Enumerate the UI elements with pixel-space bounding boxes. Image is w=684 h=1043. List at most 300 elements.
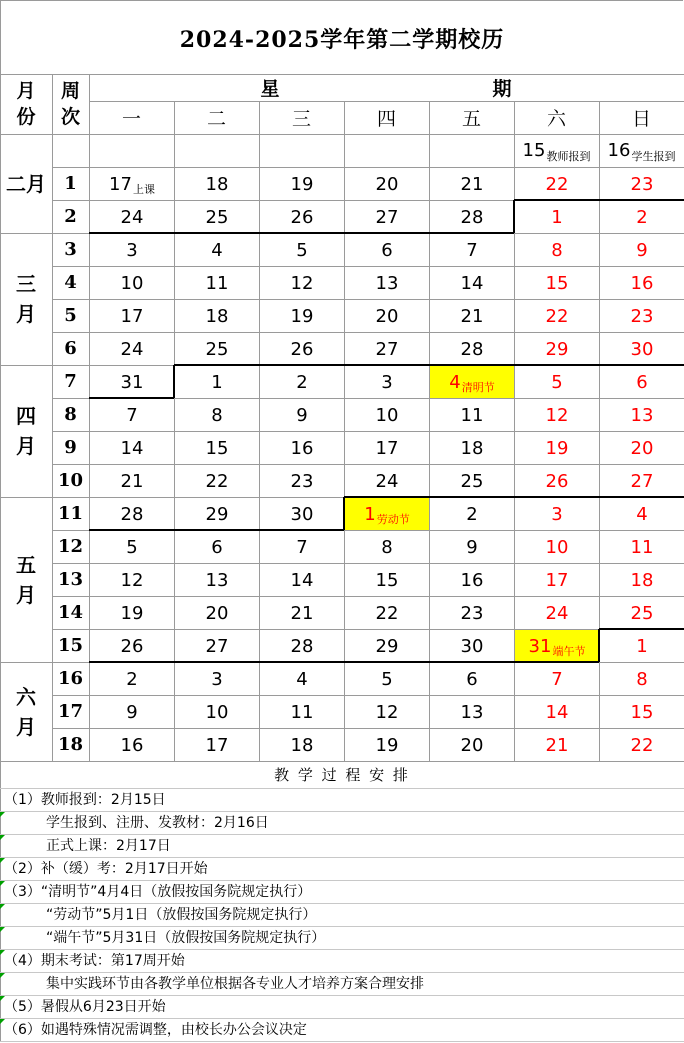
- day-cell: [260, 597, 344, 629]
- day-number: 26: [290, 338, 314, 360]
- day-number: 26: [290, 206, 314, 228]
- day-cell: [430, 333, 514, 365]
- week-number: 11: [57, 503, 84, 524]
- month-boundary-line: [174, 364, 684, 366]
- day-cell: [90, 201, 174, 233]
- day-number: 30: [460, 635, 484, 657]
- day-number: 18: [630, 569, 654, 591]
- month-char: 四: [16, 404, 36, 428]
- weekday-header-6: 六: [546, 108, 566, 130]
- grid-line: [0, 74, 684, 75]
- day-number: 24: [375, 470, 399, 492]
- day-cell: [345, 432, 429, 464]
- day-number: 2: [296, 371, 308, 393]
- day-cell: [90, 663, 174, 695]
- day-cell: [260, 366, 344, 398]
- cell-comment-marker-icon: [0, 973, 5, 978]
- day-number: 18: [290, 734, 314, 756]
- week-number: 16: [57, 668, 84, 689]
- day-cell: [515, 498, 599, 530]
- day-cell: [175, 663, 259, 695]
- day-number: 3: [126, 239, 138, 261]
- day-number: 13: [460, 701, 484, 723]
- day-number: 1: [364, 503, 376, 525]
- month-label: [0, 662, 52, 761]
- day-number: 10: [375, 404, 399, 426]
- day-number: 9: [636, 239, 648, 261]
- day-cell: [515, 663, 599, 695]
- day-cell: [430, 366, 514, 398]
- day-number: 5: [296, 239, 308, 261]
- day-cell: [345, 168, 429, 200]
- day-number: 9: [126, 701, 138, 723]
- day-cell: [90, 399, 174, 431]
- day-number: 27: [375, 206, 399, 228]
- weekday-header-2: 二: [206, 108, 226, 130]
- day-cell: [430, 531, 514, 563]
- cell-comment-marker-icon: [0, 835, 5, 840]
- day-cell: [430, 564, 514, 596]
- day-number: 18: [205, 173, 229, 195]
- day-cell: [430, 729, 514, 761]
- holiday-label: 清明节: [461, 381, 495, 394]
- day-cell: [175, 267, 259, 299]
- note-text: “端午节”5月31日（放假按国务院规定执行）: [4, 930, 326, 946]
- day-cell: [90, 531, 174, 563]
- weekday-header-5: 五: [461, 108, 481, 130]
- day-number: 12: [120, 569, 144, 591]
- day-number: 3: [211, 668, 223, 690]
- day-cell: [515, 168, 599, 200]
- day-cell: [175, 432, 259, 464]
- note-text: （2）补（缓）考：2月17日开始: [4, 861, 208, 877]
- month-boundary-line: [89, 397, 174, 399]
- day-number: 16: [290, 437, 314, 459]
- week-number: 15: [57, 635, 84, 656]
- notes-title: 教 学 过 程 安 排: [0, 762, 684, 789]
- day-number: 1: [636, 635, 648, 657]
- day-cell: [600, 201, 684, 233]
- day-cell: [175, 696, 259, 728]
- day-cell: [260, 531, 344, 563]
- day-number: 9: [466, 536, 478, 558]
- month-header-char: 月: [16, 80, 36, 102]
- day-number: 5: [551, 371, 563, 393]
- weekday-header-qi: 期: [492, 78, 512, 100]
- month-boundary-line: [89, 661, 599, 663]
- month-char: 月: [16, 434, 36, 458]
- day-cell: [430, 696, 514, 728]
- day-cell: [430, 432, 514, 464]
- day-number: 22: [205, 470, 229, 492]
- day-cell: [260, 399, 344, 431]
- day-number: 13: [630, 404, 654, 426]
- day-number: 4: [449, 371, 461, 393]
- note-line: [0, 812, 684, 835]
- day-cell: [600, 564, 684, 596]
- day-number: 14: [290, 569, 314, 591]
- note-line: [0, 927, 684, 950]
- day-cell: [175, 399, 259, 431]
- day-cell: [175, 234, 259, 266]
- day-number: 8: [211, 404, 223, 426]
- day-number: 25: [205, 206, 229, 228]
- day-cell: [90, 168, 174, 200]
- day-cell: [430, 234, 514, 266]
- day-cell: [260, 663, 344, 695]
- month-label: [0, 233, 52, 365]
- day-number: 28: [460, 338, 484, 360]
- day-cell: [90, 234, 174, 266]
- note-line: [0, 881, 684, 904]
- day-cell: [345, 399, 429, 431]
- day-number: 13: [375, 272, 399, 294]
- day-number: 27: [375, 338, 399, 360]
- week-number: 6: [64, 338, 77, 359]
- day-number: 27: [630, 470, 654, 492]
- month-boundary-line: [173, 365, 175, 398]
- day-cell: [345, 300, 429, 332]
- cell-comment-marker-icon: [0, 812, 5, 817]
- day-cell: [345, 366, 429, 398]
- day-number: 21: [460, 173, 484, 195]
- day-number: 23: [630, 173, 654, 195]
- day-cell: [175, 729, 259, 761]
- note-text: “劳动节”5月1日（放假按国务院规定执行）: [4, 907, 317, 923]
- day-cell: [600, 300, 684, 332]
- day-cell: [90, 432, 174, 464]
- day-cell: [515, 300, 599, 332]
- day-number: 19: [120, 602, 144, 624]
- week-column-header: [52, 74, 89, 134]
- day-number: 10: [205, 701, 229, 723]
- day-number: 19: [545, 437, 569, 459]
- page-title: 2024-2025学年第二学期校历: [179, 27, 505, 53]
- weekday-header-3: 三: [291, 108, 311, 130]
- day-number: 8: [381, 536, 393, 558]
- day-number: 18: [460, 437, 484, 459]
- day-number: 12: [545, 404, 569, 426]
- day-number: 6: [636, 371, 648, 393]
- day-cell: [90, 630, 174, 662]
- day-number: 28: [460, 206, 484, 228]
- day-cell: [430, 300, 514, 332]
- day-cell: [90, 498, 174, 530]
- day-number: 10: [120, 272, 144, 294]
- day-cell: [515, 432, 599, 464]
- day-cell: [175, 300, 259, 332]
- day-number: 5: [126, 536, 138, 558]
- month-column-header: [0, 74, 52, 134]
- day-cell: [175, 597, 259, 629]
- day-number: 25: [205, 338, 229, 360]
- day-number: 3: [381, 371, 393, 393]
- day-number: 7: [551, 668, 563, 690]
- week-number: 7: [64, 371, 77, 392]
- week-number: 4: [64, 272, 77, 293]
- month-char: 五: [16, 552, 36, 577]
- day-number: 4: [211, 239, 223, 261]
- day-number: 16: [120, 734, 144, 756]
- day-number: 20: [375, 305, 399, 327]
- note-text: （1）教师报到：2月15日: [4, 792, 166, 808]
- day-cell: [90, 564, 174, 596]
- note-text: （4）期末考试：第17周开始: [4, 953, 185, 969]
- day-number: 20: [460, 734, 484, 756]
- day-cell: [90, 366, 174, 398]
- day-cell: [600, 465, 684, 497]
- day-number: 11: [630, 536, 654, 558]
- day-number: 22: [630, 734, 654, 756]
- day-number: 20: [375, 173, 399, 195]
- day-note: 学生报到: [631, 149, 676, 163]
- week-number: 13: [57, 569, 84, 590]
- day-number: 21: [290, 602, 314, 624]
- day-number: 23: [630, 305, 654, 327]
- day-number: 15: [545, 272, 569, 294]
- cell-comment-marker-icon: [0, 881, 5, 886]
- day-number: 10: [545, 536, 569, 558]
- day-cell: [345, 663, 429, 695]
- day-cell: [260, 300, 344, 332]
- day-cell: [600, 696, 684, 728]
- day-cell: [175, 168, 259, 200]
- week-number: 12: [57, 536, 84, 557]
- day-number: 12: [290, 272, 314, 294]
- day-cell: [90, 333, 174, 365]
- day-number: 7: [296, 536, 308, 558]
- day-number: 22: [545, 173, 569, 195]
- day-cell: [430, 399, 514, 431]
- day-number: 18: [205, 305, 229, 327]
- day-cell: [345, 267, 429, 299]
- month-boundary-line: [514, 199, 684, 201]
- day-cell: [515, 696, 599, 728]
- day-number: 23: [460, 602, 484, 624]
- day-number: 3: [551, 503, 563, 525]
- day-number: 19: [290, 305, 314, 327]
- day-number: 17: [120, 305, 144, 327]
- day-cell: [430, 267, 514, 299]
- day-number: 14: [120, 437, 144, 459]
- day-number: 6: [466, 668, 478, 690]
- day-number: 22: [545, 305, 569, 327]
- day-cell: [260, 729, 344, 761]
- week-number: 18: [57, 734, 84, 755]
- day-number: 26: [545, 470, 569, 492]
- month-boundary-line: [599, 628, 684, 630]
- day-number: 20: [630, 437, 654, 459]
- day-cell: [600, 267, 684, 299]
- month-label: [0, 497, 52, 662]
- day-cell: [260, 564, 344, 596]
- month-label: [0, 365, 52, 497]
- day-cell: [260, 465, 344, 497]
- day-cell: [515, 630, 599, 662]
- day-number: 29: [205, 503, 229, 525]
- day-cell: [600, 432, 684, 464]
- month-char: 月: [16, 302, 36, 326]
- day-cell: [90, 696, 174, 728]
- day-cell: [430, 630, 514, 662]
- note-text: 集中实践环节由各教学单位根据各专业人才培养方案合理安排: [4, 976, 424, 992]
- week-number: 8: [64, 404, 77, 425]
- day-cell: [175, 465, 259, 497]
- note-line: [0, 996, 684, 1019]
- day-cell: [515, 333, 599, 365]
- month-char: 三: [16, 272, 36, 296]
- day-number: 28: [120, 503, 144, 525]
- note-text: 学生报到、注册、发教材：2月16日: [4, 815, 269, 831]
- day-number: 2: [126, 668, 138, 690]
- day-cell: [515, 729, 599, 761]
- day-cell: [345, 696, 429, 728]
- month-boundary-line: [598, 629, 600, 662]
- day-cell: [600, 729, 684, 761]
- day-cell: [260, 432, 344, 464]
- day-cell: [515, 531, 599, 563]
- day-cell: [515, 201, 599, 233]
- day-cell: [345, 531, 429, 563]
- day-number: 11: [460, 404, 484, 426]
- day-number: 25: [460, 470, 484, 492]
- note-line: [0, 858, 684, 881]
- day-cell: [515, 597, 599, 629]
- day-cell: [175, 333, 259, 365]
- note-line: [0, 904, 684, 927]
- day-number: 6: [381, 239, 393, 261]
- day-cell: [175, 201, 259, 233]
- day-number: 14: [460, 272, 484, 294]
- day-number: 16: [630, 272, 654, 294]
- day-cell: [600, 399, 684, 431]
- day-number: 15: [522, 140, 546, 161]
- day-cell: [515, 465, 599, 497]
- note-line: [0, 835, 684, 858]
- day-number: 24: [545, 602, 569, 624]
- cell-comment-marker-icon: [0, 950, 5, 955]
- day-cell: [90, 465, 174, 497]
- day-cell: [515, 399, 599, 431]
- day-cell: [515, 564, 599, 596]
- day-number: 1: [211, 371, 223, 393]
- day-number: 17: [109, 173, 132, 195]
- week-number: 17: [57, 701, 84, 722]
- month-char: 月: [16, 582, 36, 607]
- day-number: 2: [636, 206, 648, 228]
- day-number: 2: [466, 503, 478, 525]
- day-cell: [175, 498, 259, 530]
- day-number: 15: [205, 437, 229, 459]
- day-number: 7: [466, 239, 478, 261]
- day-number: 4: [296, 668, 308, 690]
- cell-comment-marker-icon: [0, 1019, 5, 1024]
- month-boundary-line: [343, 497, 345, 530]
- month-label: [0, 134, 52, 233]
- day-cell: [345, 201, 429, 233]
- day-number: 22: [375, 602, 399, 624]
- holiday-label: 劳动节: [376, 513, 410, 526]
- day-cell: [345, 597, 429, 629]
- day-number: 21: [460, 305, 484, 327]
- note-text: （3）“清明节”4月4日（放假按国务院规定执行）: [4, 884, 312, 900]
- day-cell: [430, 168, 514, 200]
- day-cell: [345, 234, 429, 266]
- day-number: 17: [205, 734, 229, 756]
- note-line: [0, 1019, 684, 1042]
- cell-comment-marker-icon: [0, 927, 5, 932]
- day-cell: [260, 630, 344, 662]
- day-cell: [90, 729, 174, 761]
- note-line: [0, 789, 684, 812]
- day-number: 31: [120, 371, 144, 393]
- weekday-header-4: 四: [376, 108, 396, 130]
- day-cell: [345, 729, 429, 761]
- day-cell: [515, 366, 599, 398]
- day-cell: [430, 597, 514, 629]
- month-boundary-line: [89, 232, 514, 234]
- weekday-header-xing: 星: [260, 78, 280, 100]
- day-number: 4: [636, 503, 648, 525]
- day-cell: [430, 465, 514, 497]
- day-number: 21: [120, 470, 144, 492]
- teaching-schedule-notes: [0, 762, 684, 1043]
- holiday-label: 端午节: [552, 645, 586, 658]
- day-cell: [600, 366, 684, 398]
- day-number: 5: [381, 668, 393, 690]
- day-number: 29: [545, 338, 569, 360]
- pre-row-sun: [599, 134, 684, 167]
- day-cell: [175, 630, 259, 662]
- day-number: 16: [460, 569, 484, 591]
- day-cell: [515, 267, 599, 299]
- day-cell: [90, 300, 174, 332]
- month-boundary-line: [89, 529, 344, 531]
- day-number: 31: [528, 635, 552, 657]
- week-number: 14: [57, 602, 84, 623]
- day-number: 13: [205, 569, 229, 591]
- note-text: （5）暑假从6月23日开始: [4, 999, 166, 1015]
- week-number: 1: [64, 173, 77, 194]
- day-number: 17: [375, 437, 399, 459]
- note-line: [0, 950, 684, 973]
- month-header-char: 份: [16, 106, 36, 128]
- day-number: 12: [375, 701, 399, 723]
- day-number: 19: [290, 173, 314, 195]
- day-cell: [600, 663, 684, 695]
- day-number: 11: [205, 272, 229, 294]
- day-number: 28: [290, 635, 314, 657]
- day-cell: [430, 201, 514, 233]
- day-number: 19: [375, 734, 399, 756]
- day-cell: [345, 630, 429, 662]
- month-boundary-line: [344, 496, 684, 498]
- day-number: 6: [211, 536, 223, 558]
- day-number: 14: [545, 701, 569, 723]
- day-cell: [430, 663, 514, 695]
- cell-comment-marker-icon: [0, 904, 5, 909]
- day-cell: [90, 597, 174, 629]
- day-cell: [345, 465, 429, 497]
- day-number: 30: [630, 338, 654, 360]
- day-cell: [260, 168, 344, 200]
- week-number: 9: [64, 437, 77, 458]
- day-cell: [600, 333, 684, 365]
- month-char: 月: [26, 171, 46, 196]
- day-cell: [90, 267, 174, 299]
- day-cell: [600, 531, 684, 563]
- day-cell: [600, 168, 684, 200]
